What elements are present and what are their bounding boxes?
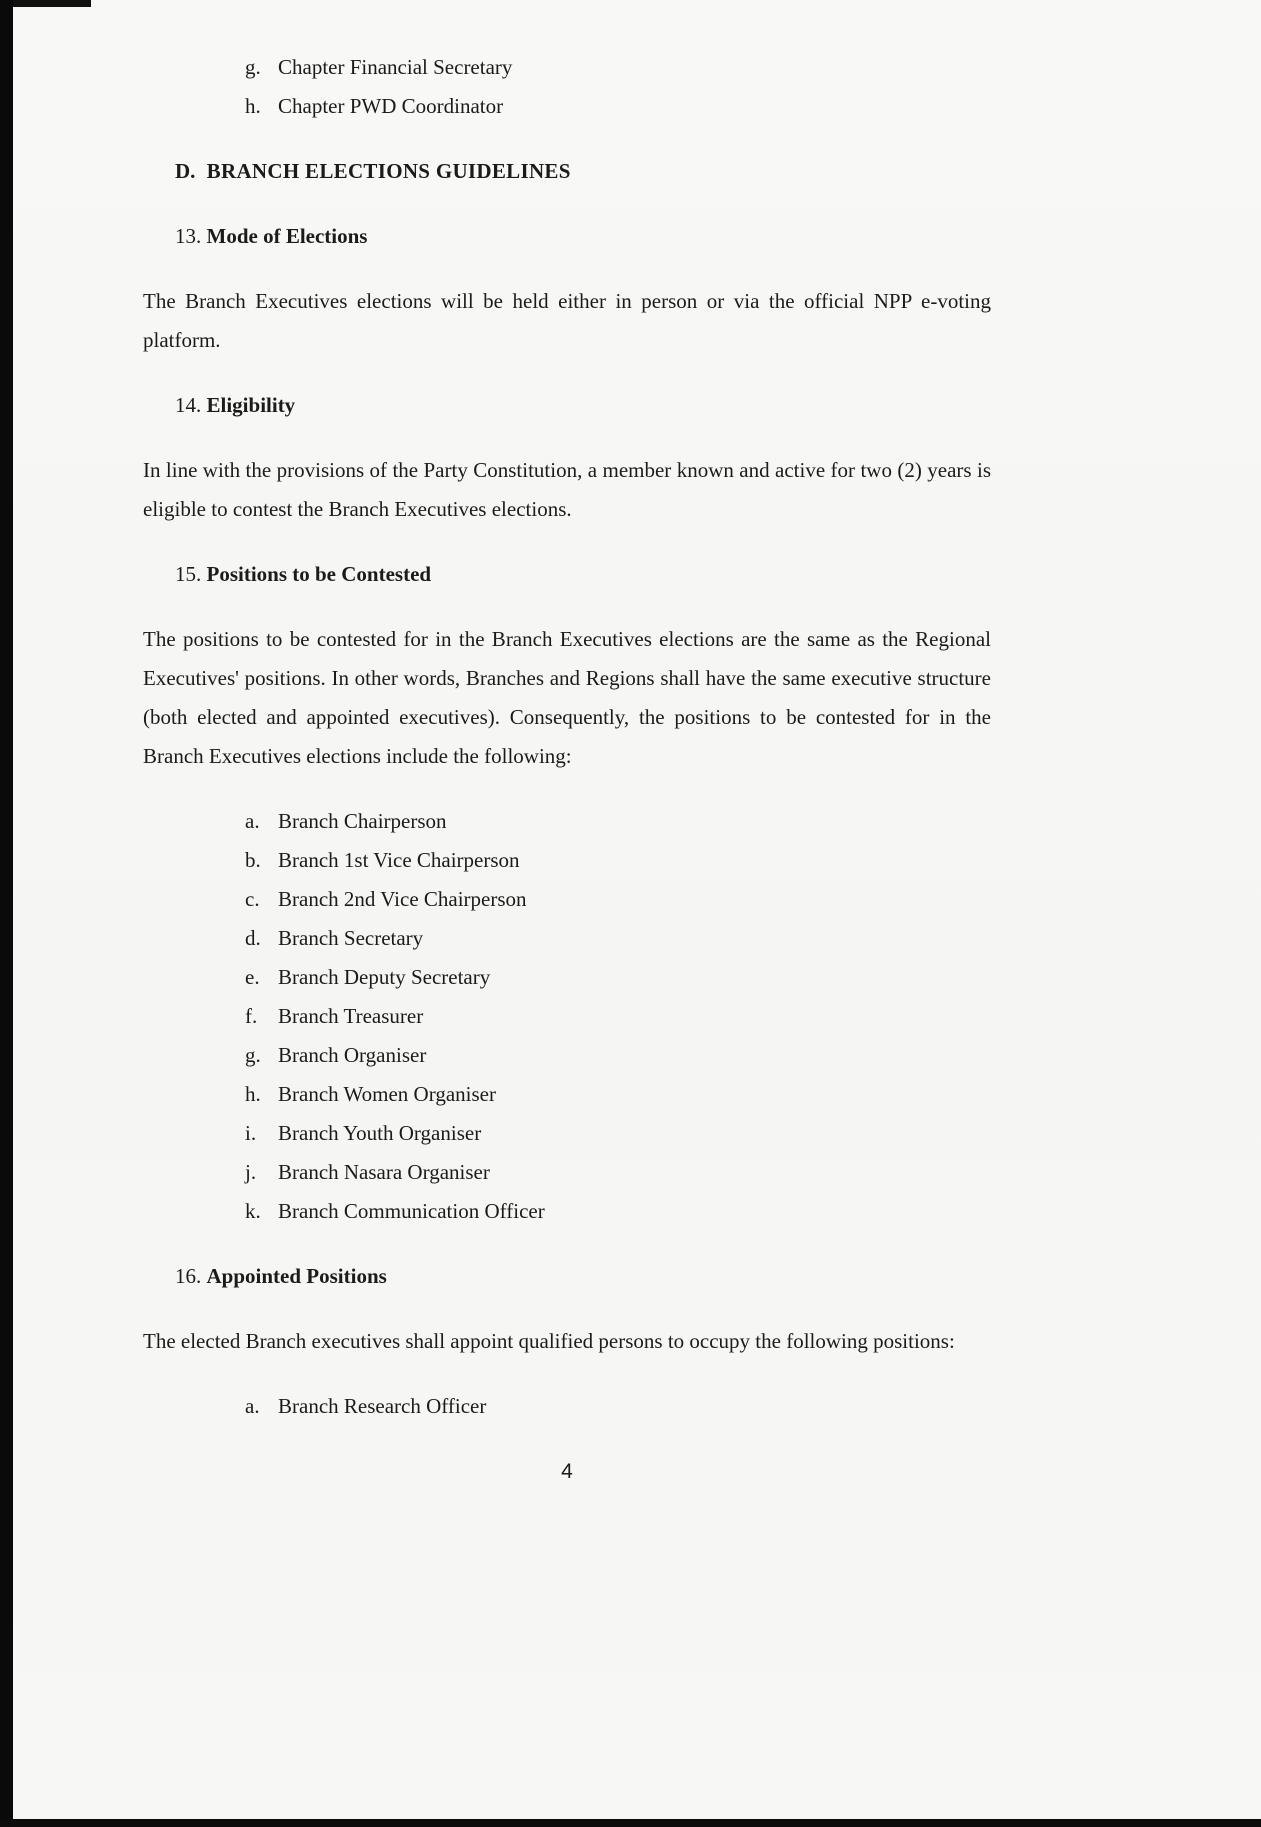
list-item-text: Branch Research Officer [278, 1394, 487, 1418]
appointed-positions-list [245, 1387, 991, 1426]
list-marker: a. [245, 809, 260, 833]
paragraph-appointed-positions: The elected Branch executives shall appoint qualified persons to occupy the following positions: [143, 1329, 955, 1353]
list-marker: h. [245, 1082, 261, 1106]
list-marker: a. [245, 1394, 260, 1418]
list-item-text: Branch Chairperson [278, 809, 447, 833]
list-item-text: Branch Communication Officer [278, 1199, 545, 1223]
list-item [245, 1075, 991, 1114]
list-item-text: Branch Secretary [278, 926, 424, 950]
list-item [245, 1036, 991, 1075]
list-item-text: Branch Youth Organiser [278, 1121, 482, 1145]
section-heading-branch-elections-guidelines [175, 152, 991, 191]
heading-appointed-positions [175, 1257, 991, 1296]
heading-title: BRANCH ELECTIONS GUIDELINES [206, 159, 571, 183]
list-item [245, 802, 991, 841]
list-marker: f. [245, 1004, 258, 1028]
list-item-text: Branch Deputy Secretary [278, 965, 491, 989]
paragraph-eligibility: In line with the provisions of the Party Constitution, a member known and active for two (2) years is eligible to contest the Branch Executives elections. [143, 458, 991, 521]
list-item [245, 48, 991, 87]
list-item [245, 1192, 991, 1231]
list-item [245, 1387, 991, 1426]
list-item [245, 1153, 991, 1192]
heading-eligibility [175, 386, 991, 425]
heading-title: Positions to be Contested [206, 562, 432, 586]
heading-number: 15. [175, 562, 202, 586]
list-marker: g. [245, 1043, 261, 1067]
scan-edge-bottom [0, 1819, 1261, 1827]
list-item [245, 841, 991, 880]
list-item-text: Chapter PWD Coordinator [278, 94, 504, 118]
list-item [245, 1114, 991, 1153]
list-item-text: Branch Organiser [278, 1043, 427, 1067]
list-marker: h. [245, 94, 261, 118]
list-marker: g. [245, 55, 261, 79]
list-item-text: Branch 1st Vice Chairperson [278, 848, 520, 872]
list-item-text: Branch Treasurer [278, 1004, 424, 1028]
heading-number: 13. [175, 224, 202, 248]
heading-mode-of-elections [175, 217, 991, 256]
heading-marker: D. [175, 159, 196, 183]
contested-positions-list [245, 802, 991, 1231]
list-marker: i. [245, 1121, 257, 1145]
scan-smudge-top [13, 0, 91, 7]
list-item-text: Chapter Financial Secretary [278, 55, 513, 79]
list-marker: d. [245, 926, 261, 950]
chapter-officer-list [245, 48, 991, 126]
list-item-text: Branch 2nd Vice Chairperson [278, 887, 527, 911]
list-item-text: Branch Women Organiser [278, 1082, 496, 1106]
list-item [245, 87, 991, 126]
list-item-text: Branch Nasara Organiser [278, 1160, 490, 1184]
list-item [245, 880, 991, 919]
list-item [245, 919, 991, 958]
heading-title: Mode of Elections [206, 224, 368, 248]
heading-title: Eligibility [206, 393, 296, 417]
scan-edge-left [0, 0, 13, 1827]
heading-title: Appointed Positions [206, 1264, 387, 1288]
list-marker: c. [245, 887, 260, 911]
list-marker: b. [245, 848, 261, 872]
paragraph-mode-of-elections: The Branch Executives elections will be held either in person or via the official NPP e-voting platform. [143, 289, 991, 352]
paragraph-positions-to-be-contested: The positions to be contested for in the Branch Executives elections are the same as the Regional Executives' positions. In other words, Branches and Regions shall have the same executive structure (both elected and appointed executives). Consequently, the positions to be contested for in the Branch Executives elections include the following: [143, 627, 991, 768]
heading-number: 16. [175, 1264, 202, 1288]
list-marker: j. [245, 1160, 257, 1184]
document-page [143, 48, 991, 1491]
list-marker: e. [245, 965, 260, 989]
list-item [245, 958, 991, 997]
heading-positions-to-be-contested [175, 555, 991, 594]
page-number: 4 [561, 1460, 573, 1483]
heading-number: 14. [175, 393, 202, 417]
list-marker: k. [245, 1199, 261, 1223]
list-item [245, 997, 991, 1036]
